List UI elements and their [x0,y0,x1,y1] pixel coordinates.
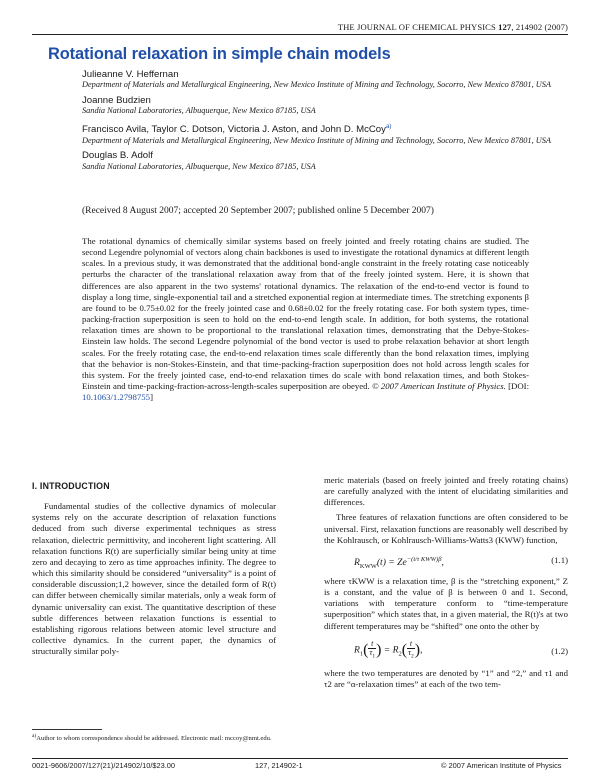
intro-paragraph-4: where the two temperatures are denoted by “1” and “2,” and τ1 and τ2 are “α-relaxation times” at each of the two tem- [324,667,568,689]
received-dates: (Received 8 August 2007; accepted 20 September 2007; published online 5 December 2007) [82,206,434,216]
intro-paragraph-3: where τKWW is a relaxation time, β is the “stretching exponent,” Z is a constant, and the value of β is between 0 and 1. Second, variations with temperature conform to “time-temperature superposition” which states that, in a given material, the R(t)'s at two different temperatures may be “shifted” one onto the other by [324,575,568,631]
author-affiliation: Sandia National Laboratories, Albuquerque, New Mexico 87185, USA [82,161,316,171]
footnote: $^{a)}$Author to whom correspondence should be addressed. Electronic mail: mccoy@nmt.edu. [32,733,272,743]
author-name: Joanne Budzien [82,95,151,106]
abstract-copyright: © 2007 American Institute of Physics. [371,381,506,392]
header-rule [32,34,568,35]
article-title: Rotational relaxation in simple chain models [48,45,391,63]
column-right [324,475,568,694]
author-name: Francisco Avila, Taylor C. Dotson, Victoria J. Aston, and John D. McCoy$^{a)}$ [82,124,392,136]
footer-issn: 0021-9606/2007/127(21)/214902/10/$23.00 [32,761,176,770]
footer-rule [32,758,568,759]
equation-body: $R_1$( $\frac{t}{\tau_1}$ ) = $R_2$( $\frac{t}{\tau_2}$ ), [354,638,423,660]
equation-number: (1.2) [551,645,568,656]
author-block [82,70,552,90]
author-affiliation: Department of Materials and Metallurgical Engineering, New Mexico Institute of Mining and Technology, Socorro, New Mexico 87801, USA [82,135,551,145]
author-block [82,122,552,145]
equation-body: $R_{KWW}(t) = Ze^{-(t/\tau KWW)\beta}$, [354,555,444,571]
author-name: Douglas B. Adolf [82,150,153,162]
author-affiliation: Department of Materials and Metallurgical Engineering, New Mexico Institute of Mining and Technology, Socorro, New Mexico 87801, USA [82,80,551,90]
equation-1-1 [324,548,568,574]
author-block [82,96,552,116]
author-block [82,151,552,171]
section-heading: I. INTRODUCTION [32,481,110,491]
author-name: Julieanne V. Heffernan [82,69,179,80]
intro-paragraph-2: Three features of relaxation functions are often considered to be universal. First, relaxation functions are reasonably well described by the Kohlrausch, or Kohlrausch-Williams-Watts3 (KWW) function, [324,512,568,545]
abstract-text: The rotational dynamics of chemically similar systems based on freely jointed and freely rotating chains are studied. The second Legendre polynomial of vectors along chain backbones is used to investigate the rotational dynamics at different length scales. In a previous study, it was demonstrated that the additional bond-angle constraint in the freely rotating case noticeably perturbs the character of the translational relaxation away from that of the freely jointed system. Here, it is shown that differences are also apparent in the two systems' rotational dynamics. The relaxation of the end-to-end vector is found to display a long time, single-exponential tail and a stretched exponential region at intermediate times. The stretching exponents β are found to be 0.75±0.02 for the freely jointed case and 0.68±0.02 for the freely rotating case. For both system types, time-packing-fraction superposition is seen to hold on the end-to-end length scale. In addition, for both systems, the rotational relaxation times are shown to be proportional to the translational relaxation times, demonstrating that the Debye-Stokes-Einstein law holds. The second Legendre polynomial of the bond vector is used to probe relaxation behavior at short length scales. For the freely rotating case, the end-to-end relaxation times scale differently than the bond relaxation times, implying that the behavior is non-Stokes-Einstein, and that time-packing-fraction superposition does not hold across length scales for this system. For the freely jointed case, end-to-end relaxation times do scale with bond relaxation times, and both Stokes-Einstein and time-packing-fraction-across-length-scales superposition are obeyed. [82,236,529,392]
author-list [82,70,552,177]
equation-1-2 [324,636,568,666]
abstract: The rotational dynamics of chemically similar systems based on freely jointed and freely rotating chains are studied. The second Legendre polynomial of vectors along chain backbones is used to investigate the rotational dynamics at different length scales. In a previous study, it was demonstrated that the additional bond-angle constraint in the freely rotating case noticeably perturbs the character of the translational relaxation away from that of the freely jointed system. Here, it is shown that differences are also apparent in the two systems' rotational dynamics. The relaxation of the end-to-end vector is found to display a long time, single-exponential tail and a stretched exponential region at intermediate times. The stretching exponents β are found to be 0.75±0.02 for the freely jointed case and 0.68±0.02 for the freely rotating case. For both system types, time-packing-fraction superposition is seen to hold on the end-to-end length scale. In addition, for both systems, the rotational relaxation times are shown to be proportional to the translational relaxation times, demonstrating that the Debye-Stokes-Einstein law holds. The second Legendre polynomial of the bond vector is used to probe relaxation behavior at short length scales. For the freely rotating case, the end-to-end relaxation times scale differently than the bond relaxation times, implying that the behavior is non-Stokes-Einstein, and that time-packing-fraction superposition does not hold across length scales for this system. For the freely jointed case, end-to-end relaxation times do scale with bond relaxation times, and both Stokes-Einstein and time-packing-fraction-across-length-scales superposition are obeyed. © 2007 American Institute of Physics. [DOI: 10.1063/1.2798755] [82,236,530,403]
intro-paragraph-1: Fundamental studies of the collective dynamics of molecular systems rely on the accurate description of relaxation functions deduced from such diverse experimental techniques as stress relaxation, dielectric permittivity, and incoherent light scattering. All relaxation functions R(t) are superficially similar being unity at time zero and decaying to zero as time approaches infinity. The degree to which this similarity should be considered “universality” is a point of considerable discussion;1,2 however, since the detailed form of R(t) can differ between chemically similar materials, only a weak form of dynamic universality can exist. The quantitative description of these subtle differences between relaxation functions is essential to establishing rigorous relations between atomic level structure and collective dynamics. In the current paper, the dynamics of structurally similar poly- [32,501,276,657]
author-affiliation: Sandia National Laboratories, Albuquerque, New Mexico 87185, USA [82,106,316,116]
footer-copyright: © 2007 American Institute of Physics [441,761,562,770]
footnote-link[interactable]: a) [385,124,392,130]
column-left [32,481,276,657]
intro-paragraph-1-continued: meric materials (based on freely jointed and freely rotating chains) are carefully analyzed with the intent of elucidating similarities and differences. [324,475,568,508]
equation-number: (1.1) [551,554,568,565]
footnote-rule [32,729,102,730]
footer-page: 127, 214902-1 [255,761,303,770]
journal-header: THE JOURNAL OF CHEMICAL PHYSICS 127, 214902 (2007) [337,22,568,32]
doi-link[interactable]: 10.1063/1.2798755 [82,392,151,403]
